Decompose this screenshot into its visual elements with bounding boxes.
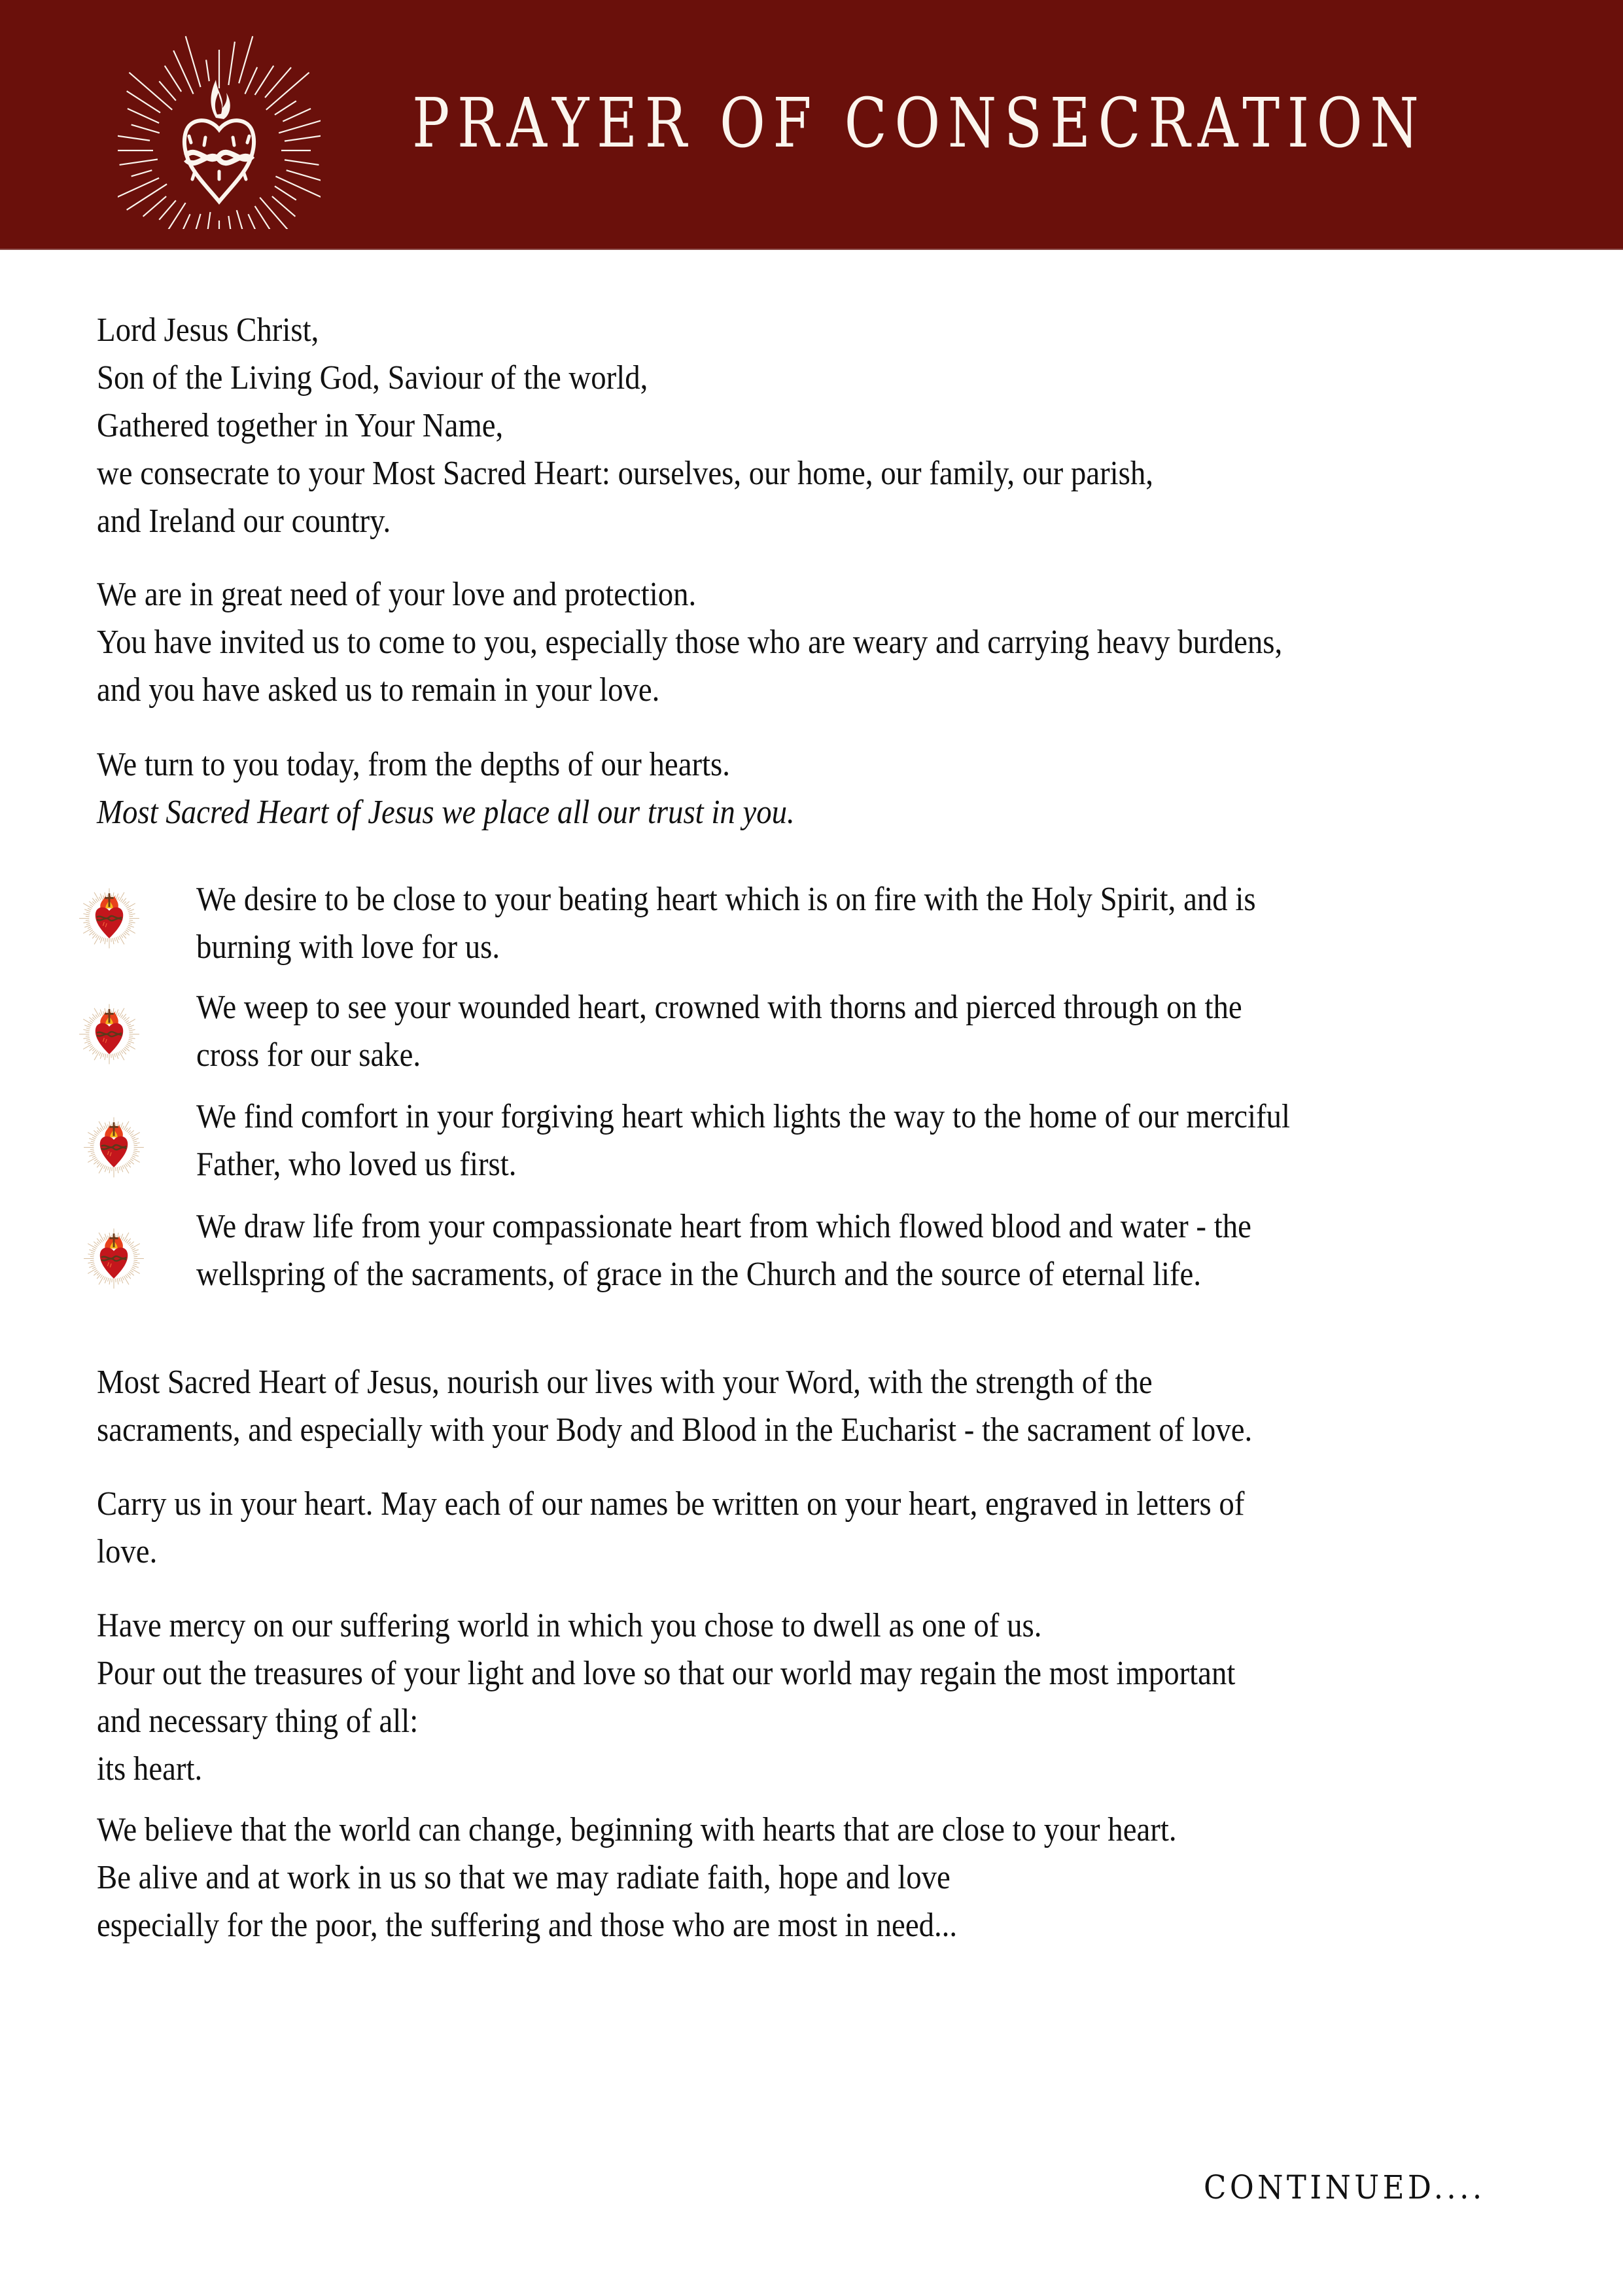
- text-line: its heart.: [97, 1750, 203, 1788]
- ray-line: [272, 196, 296, 217]
- paragraph-trust: [97, 741, 1422, 836]
- ray-line: [283, 109, 311, 122]
- paragraph-nourish: [97, 1358, 1422, 1454]
- ray-line: [191, 214, 201, 229]
- ray-line: [159, 81, 176, 100]
- ray-line: [255, 206, 284, 229]
- text-line: and necessary thing of all:: [97, 1703, 419, 1740]
- ray-line: [131, 170, 152, 176]
- text-line: Most Sacred Heart of Jesus, nourish our lives with your Word, with the strength of the: [97, 1364, 1153, 1401]
- paragraph-carry: [97, 1480, 1422, 1576]
- ray-line: [275, 176, 321, 200]
- text-line: Father, who loved us first.: [196, 1146, 517, 1183]
- text-line: We desire to be close to your beating heart which is on fire with the Holy Spirit, and is: [196, 881, 1256, 918]
- ray-line: [285, 160, 319, 165]
- text-line: We turn to you today, from the depths of our hearts.: [97, 746, 730, 783]
- text-line: we consecrate to your Most Sacred Heart: ourselves, our home, our family, our parish,: [97, 455, 1153, 492]
- ray-line: [275, 101, 296, 115]
- text-line: We weep to see your wounded heart, crowned with thorns and pierced through on the: [196, 989, 1242, 1026]
- text-line: We believe that the world can change, beginning with hearts that are close to your heart.: [97, 1811, 1177, 1848]
- text-line: sacraments, and especially with your Body and Blood in the Eucharist - the sacrament of love.: [97, 1411, 1253, 1449]
- paragraph-need: [97, 571, 1422, 714]
- ray-line: [186, 36, 201, 87]
- ray-line: [248, 214, 257, 229]
- sacred-heart-icon: [82, 1111, 146, 1183]
- text-line: You have invited us to come to you, especially those who are weary and carrying heavy burdens,: [97, 624, 1283, 661]
- ray-line: [127, 184, 167, 209]
- ray-line: [239, 36, 253, 83]
- ray-line: [287, 170, 321, 181]
- italic-text-line: Most Sacred Heart of Jesus we place all our trust in you.: [97, 794, 795, 831]
- ray-line: [159, 200, 176, 219]
- ray-line: [245, 67, 257, 94]
- paragraph-invocation: [97, 306, 1422, 545]
- ray-line: [266, 73, 309, 110]
- text-line: We draw life from your compassionate heart from which flowed blood and water - the: [196, 1208, 1251, 1245]
- sacred-heart-icon: [82, 1222, 146, 1294]
- ray-line: [228, 216, 235, 229]
- ray-line: [285, 133, 321, 141]
- text-line: Gathered together in Your Name,: [97, 407, 504, 444]
- paragraph-mercy: [97, 1602, 1422, 1793]
- text-line: and you have asked us to remain in your love.: [97, 671, 660, 709]
- ray-line: [260, 198, 291, 229]
- ray-line: [173, 50, 193, 94]
- sacred-heart-rays-icon: [118, 20, 321, 229]
- ray-line: [118, 178, 159, 200]
- text-line: wellspring of the sacraments, of grace in the Church and the source of eternal life.: [196, 1256, 1202, 1293]
- text-line: burning with love for us.: [196, 928, 500, 966]
- ray-line: [206, 212, 210, 229]
- text-line: We are in great need of your love and protection.: [97, 576, 697, 613]
- ray-line: [118, 133, 150, 141]
- text-line: We find comfort in your forgiving heart which lights the way to the home of our merciful: [196, 1098, 1290, 1135]
- text-line: and Ireland our country.: [97, 503, 391, 540]
- text-line: Carry us in your heart. May each of our names be written on your heart, engraved in letters of: [97, 1485, 1245, 1523]
- text-line: Have mercy on our suffering world in which you chose to dwell as one of us.: [97, 1607, 1042, 1644]
- text-line: Son of the Living God, Saviour of the world,: [97, 359, 648, 397]
- continued-label: CONTINUED....: [1204, 2168, 1486, 2206]
- text-line: cross for our sake.: [196, 1036, 421, 1074]
- ray-line: [228, 42, 235, 85]
- ray-line: [131, 125, 160, 133]
- text-line: love.: [97, 1533, 158, 1570]
- sacred-heart-icon: [77, 882, 141, 954]
- ray-line: [237, 210, 248, 229]
- ray-line: [129, 73, 172, 110]
- ray-line: [279, 120, 321, 133]
- ray-line: [120, 160, 158, 165]
- text-line: Lord Jesus Christ,: [97, 311, 319, 349]
- ray-line: [128, 109, 159, 123]
- text-line: Be alive and at work in us so that we may radiate faith, hope and love: [97, 1859, 951, 1896]
- paragraph-believe: [97, 1806, 1422, 1949]
- ray-line: [165, 65, 181, 92]
- text-line: especially for the poor, the suffering and those who are most in need...: [97, 1907, 958, 1944]
- ray-line: [206, 60, 209, 81]
- sacred-heart-icon: [77, 998, 141, 1070]
- ray-line: [275, 186, 296, 200]
- ray-line: [143, 196, 167, 217]
- text-line: Pour out the treasures of your light and love so that our world may regain the most important: [97, 1655, 1236, 1692]
- header-band: [0, 0, 1623, 250]
- page-title: PRAYER OF CONSECRATION: [412, 83, 1427, 163]
